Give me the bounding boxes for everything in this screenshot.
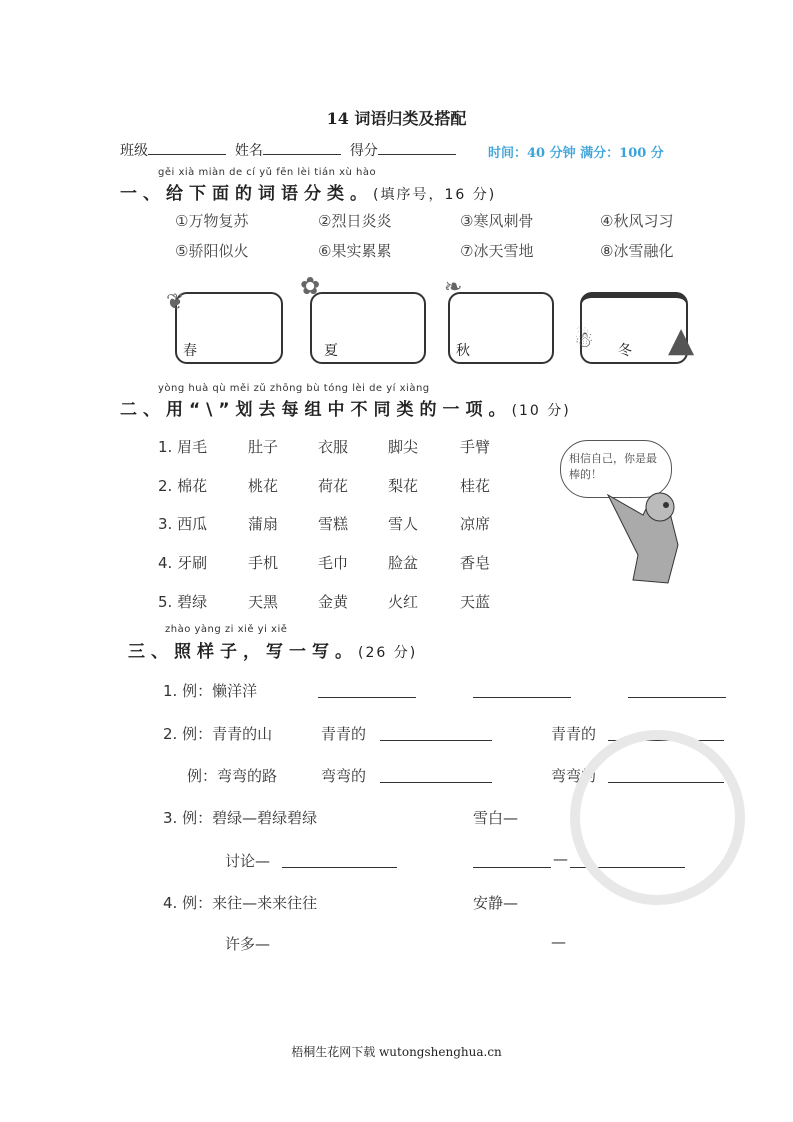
summer-box[interactable]: 夏 — [310, 292, 426, 364]
word-item: ①万物复苏 — [175, 212, 249, 230]
word-option[interactable]: 脸盆 — [388, 554, 419, 572]
autumn-box[interactable]: 秋 — [448, 292, 554, 364]
word-option[interactable]: 雪糕 — [318, 515, 349, 533]
timing-info: 时间：40 分钟 满分：100 分 — [488, 146, 664, 161]
example-2b: 例：弯弯的路 — [187, 767, 278, 785]
answer-blank[interactable] — [380, 740, 492, 741]
parrot-icon — [598, 485, 693, 590]
answer-blank[interactable] — [473, 867, 551, 868]
word-option[interactable]: 5. 碧绿 — [158, 593, 208, 611]
word-option[interactable]: 凉席 — [460, 515, 491, 533]
snowman-icon: ☃ — [574, 328, 594, 353]
example-2: 2. 例：青青的山 — [163, 725, 273, 743]
prompt: 弯弯的 — [321, 767, 367, 785]
word-option[interactable]: 桃花 — [248, 477, 279, 495]
dash: — — [551, 933, 566, 951]
word-option[interactable]: 荷花 — [318, 477, 349, 495]
s2-heading: 二、用“\”划去每组中不同类的一项。(10 分) — [120, 400, 571, 420]
footer: 梧桐生花网下载 wutongshenghua.cn — [291, 1045, 502, 1059]
word-option[interactable]: 天蓝 — [460, 593, 491, 611]
example-1: 1. 例：懒洋洋 — [163, 682, 258, 700]
s2-pinyin: yòng huà qù měi zǔ zhōng bù tóng lèi de yí xiàng — [158, 383, 430, 394]
dash: — — [553, 850, 568, 868]
word-item: ③寒风刺骨 — [460, 212, 534, 230]
word-item: ⑧冰雪融化 — [600, 242, 674, 260]
s3-pinyin: zhào yàng zi xiě yi xiě — [165, 624, 288, 635]
prompt: 青青的 — [321, 725, 367, 743]
score-field[interactable] — [378, 141, 456, 155]
word-option[interactable]: 手机 — [248, 554, 279, 572]
word-option[interactable]: 手臂 — [460, 438, 491, 456]
answer-blank[interactable] — [380, 782, 492, 783]
word-option[interactable]: 金黄 — [318, 593, 349, 611]
prompt: 安静— — [473, 894, 519, 912]
word-option[interactable]: 桂花 — [460, 477, 491, 495]
answer-blank[interactable] — [282, 867, 397, 868]
word-item: ⑤骄阳似火 — [175, 242, 249, 260]
word-option[interactable]: 蒲扇 — [248, 515, 279, 533]
s1-heading: 一、给下面的词语分类。(填序号，16 分) — [120, 184, 497, 204]
word-option[interactable]: 毛巾 — [318, 554, 349, 572]
prompt: 青青的 — [551, 725, 597, 743]
word-item: ②烈日炎炎 — [318, 212, 392, 230]
answer-blank[interactable] — [318, 697, 416, 698]
s3-heading: 三、照样子，写一写。(26 分) — [128, 642, 418, 662]
answer-blank[interactable] — [628, 697, 726, 698]
prompt: 讨论— — [225, 852, 271, 870]
word-option[interactable]: 1. 眉毛 — [158, 438, 208, 456]
word-option[interactable]: 肚子 — [248, 438, 279, 456]
page-title: 14 词语归类及搭配 — [326, 109, 467, 128]
name-field[interactable] — [263, 141, 341, 155]
branch-icon: ❦ — [166, 290, 185, 315]
word-option[interactable]: 天黑 — [248, 593, 279, 611]
word-option[interactable]: 4. 牙刷 — [158, 554, 208, 572]
spring-box[interactable]: 春 — [175, 292, 283, 364]
word-item: ⑥果实累累 — [318, 242, 392, 260]
prompt: 许多— — [225, 935, 271, 953]
watermark-seal — [570, 730, 745, 905]
s1-pinyin: gěi xià miàn de cí yǔ fēn lèi tián xù hào — [158, 167, 377, 178]
pine-tree-icon: ▲ — [668, 320, 695, 360]
score-label: 得分 — [349, 143, 378, 159]
word-option[interactable]: 雪人 — [388, 515, 419, 533]
fruit-branch-icon: ❧ — [444, 275, 463, 300]
class-label: 班级 — [120, 143, 148, 159]
word-option[interactable]: 脚尖 — [388, 438, 419, 456]
answer-blank[interactable] — [473, 697, 571, 698]
word-item: ④秋风习习 — [600, 212, 674, 230]
info-line — [120, 140, 456, 160]
prompt: 雪白— — [473, 809, 519, 827]
name-label: 姓名 — [234, 143, 263, 159]
word-option[interactable]: 梨花 — [388, 477, 419, 495]
word-option[interactable]: 香皂 — [460, 554, 491, 572]
speech-bubble: 相信自己，你是最棒的！ — [560, 440, 672, 498]
lotus-icon: ✿ — [300, 272, 321, 300]
word-option[interactable]: 2. 棉花 — [158, 477, 208, 495]
example-4: 4. 例：来往—来来往往 — [163, 894, 318, 912]
word-option[interactable]: 火红 — [388, 593, 419, 611]
class-field[interactable] — [148, 141, 226, 155]
prompt: 弯弯的 — [551, 767, 597, 785]
word-option[interactable]: 衣服 — [318, 438, 349, 456]
word-item: ⑦冰天雪地 — [460, 242, 534, 260]
example-3: 3. 例：碧绿—碧绿碧绿 — [163, 809, 318, 827]
word-option[interactable]: 3. 西瓜 — [158, 515, 208, 533]
winter-box[interactable]: 冬 — [580, 292, 688, 364]
